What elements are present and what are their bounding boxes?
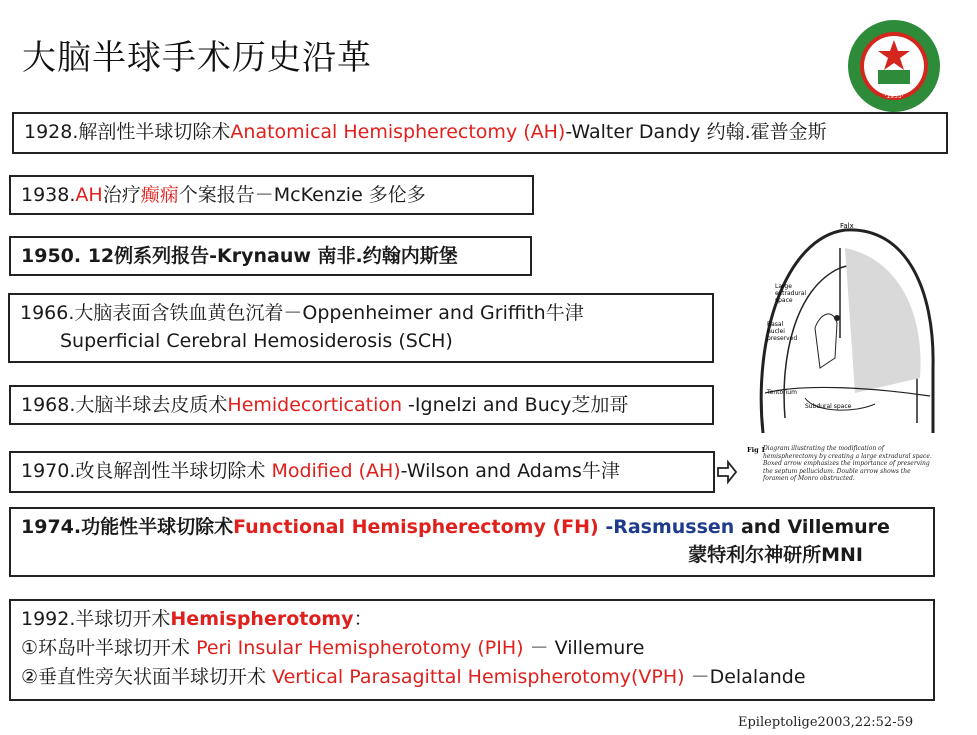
label-tentorium: Tentorium — [767, 389, 797, 396]
reference-citation: Epileptolige2003,22:52-59 — [738, 715, 914, 730]
svg-text:nuclei: nuclei — [767, 328, 785, 335]
label-subdural: Subdural space — [805, 403, 852, 410]
entry-1938: 1938.AH治疗癫痫个案报告－McKenzie 多伦多 — [9, 175, 534, 215]
arrow-right-icon — [716, 460, 738, 484]
page-title: 大脑半球手术历史沿革 — [22, 38, 372, 78]
brain-diagram — [745, 218, 935, 490]
list-item: ①环岛叶半球切开术 Peri Insular Hemispherotomy (PIH) － Villemure — [21, 637, 645, 659]
figure-caption: Diagram illustrating the modification of hemispherectomy by creating a large extradural space. Boxed arrow emphasizes the importance of preserving the septum pellucidum. Double arrow shows the foramen of Monro obstructed. — [763, 445, 932, 482]
hospital-logo — [834, 18, 954, 114]
label-falx: Falx — [840, 222, 854, 230]
entry-1950: 1950. 12例系列报告-Krynauw 南非.约翰内斯堡 — [9, 236, 532, 276]
list-item: ②垂直性旁矢状面半球切开术 Vertical Parasagittal Hemispherotomy(VPH) －Delalande — [21, 666, 806, 688]
entry-1968: 1968.大脑半球去皮质术Hemidecortication -Ignelzi and Bucy芝加哥 — [9, 385, 714, 425]
entry-1970: 1970.改良解剖性半球切除术 Modified (AH)-Wilson and Adams牛津 — [9, 451, 715, 493]
svg-text:space: space — [775, 297, 793, 304]
entry-1966: 1966.大脑表面含铁血黄色沉着－Oppenheimer and Griffith牛津 Superficial Cerebral Hemosiderosis (SCH) — [8, 293, 714, 363]
svg-text:extradural: extradural — [775, 290, 807, 297]
logo-year: ·1933· — [884, 93, 904, 100]
svg-text:Basal: Basal — [767, 321, 784, 328]
svg-text:preserved: preserved — [767, 335, 798, 342]
entry-1992: 1992.半球切开术Hemispherotomy： ①环岛叶半球切开术 Peri Insular Hemispherotomy (PIH) － Villemure ②垂直性旁矢状面半球切开术 Vertical Parasagittal Hemispherotomy(VPH) －Delalande — [9, 599, 935, 701]
svg-text:Large: Large — [775, 283, 792, 290]
entry-1928: 1928.解剖性半球切除术Anatomical Hemispherectomy (AH)-Walter Dandy 约翰.霍普金斯 — [12, 112, 948, 154]
figure-caption-lead: Fig 1 — [747, 446, 766, 454]
entry-1974: 1974.功能性半球切除术Functional Hemispherectomy (FH) -Rasmussen and Villemure 蒙特利尔神研所MNI — [9, 507, 935, 577]
